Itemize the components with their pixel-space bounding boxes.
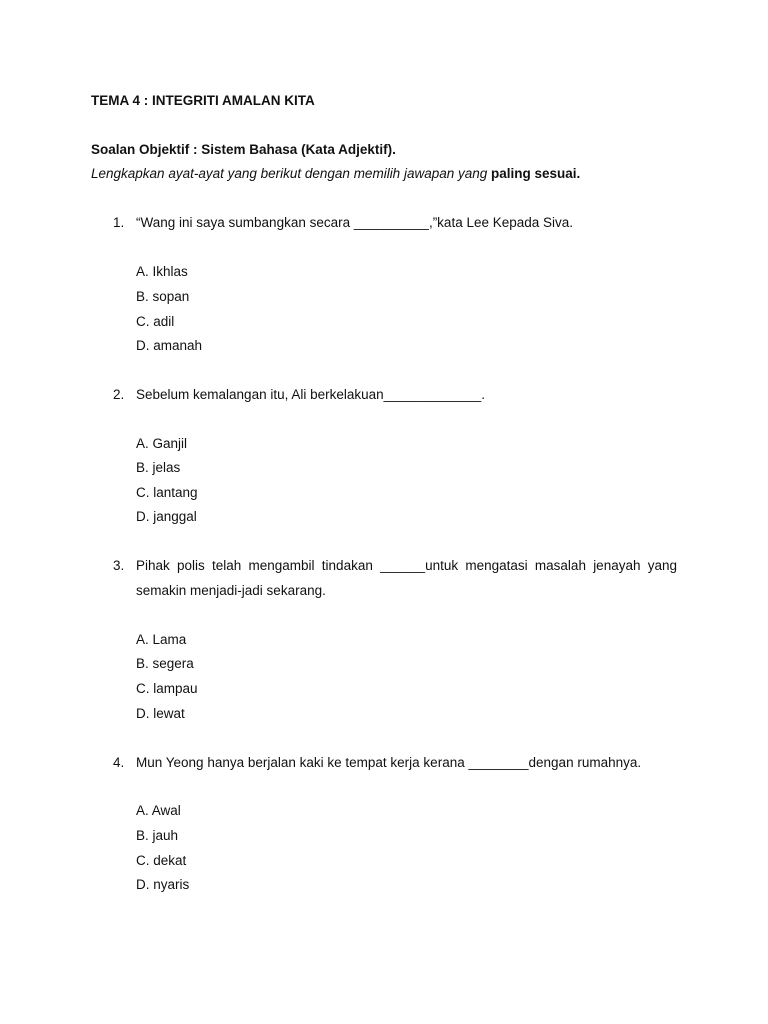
section-heading: Soalan Objektif : Sistem Bahasa (Kata Adjektif). [91, 142, 396, 157]
question-number: 1. [113, 215, 125, 230]
option-d: D. lewat [136, 706, 185, 721]
option-b: B. sopan [136, 289, 190, 304]
option-b: B. segera [136, 656, 194, 671]
question-text: Sebelum kemalangan itu, Ali berkelakuan_____________. [136, 387, 486, 402]
question-number: 4. [113, 755, 125, 770]
question-text: “Wang ini saya sumbangkan secara __________,”kata Lee Kepada Siva. [136, 215, 574, 230]
instruction [91, 165, 580, 183]
instruction-emphasis: paling sesuai. [491, 166, 581, 181]
question-number: 3. [113, 558, 125, 573]
option-c: C. lampau [136, 681, 198, 696]
option-a: A. Ikhlas [136, 264, 188, 279]
option-a: A. Lama [136, 632, 187, 647]
option-d: D. janggal [136, 509, 197, 524]
option-c: C. adil [136, 314, 175, 329]
question-text-line-1: Pihak polis telah mengambil tindakan ______untuk mengatasi masalah jenayah yang [136, 558, 677, 573]
question-number: 2. [113, 387, 125, 402]
option-a: A. Awal [136, 803, 181, 818]
option-a: A. Ganjil [136, 436, 188, 451]
document-title: TEMA 4 : INTEGRITI AMALAN KITA [91, 93, 315, 108]
option-b: B. jelas [136, 460, 181, 475]
option-d: D. amanah [136, 338, 203, 353]
option-b: B. jauh [136, 828, 179, 843]
question-text: Mun Yeong hanya berjalan kaki ke tempat kerja kerana ________dengan rumahnya. [136, 755, 642, 770]
question-text-line-2: semakin menjadi-jadi sekarang. [136, 583, 326, 598]
option-c: C. lantang [136, 485, 198, 500]
option-d: D. nyaris [136, 877, 190, 892]
option-c: C. dekat [136, 853, 187, 868]
instruction-text: Lengkapkan ayat-ayat yang berikut dengan memilih jawapan yang [91, 166, 492, 181]
